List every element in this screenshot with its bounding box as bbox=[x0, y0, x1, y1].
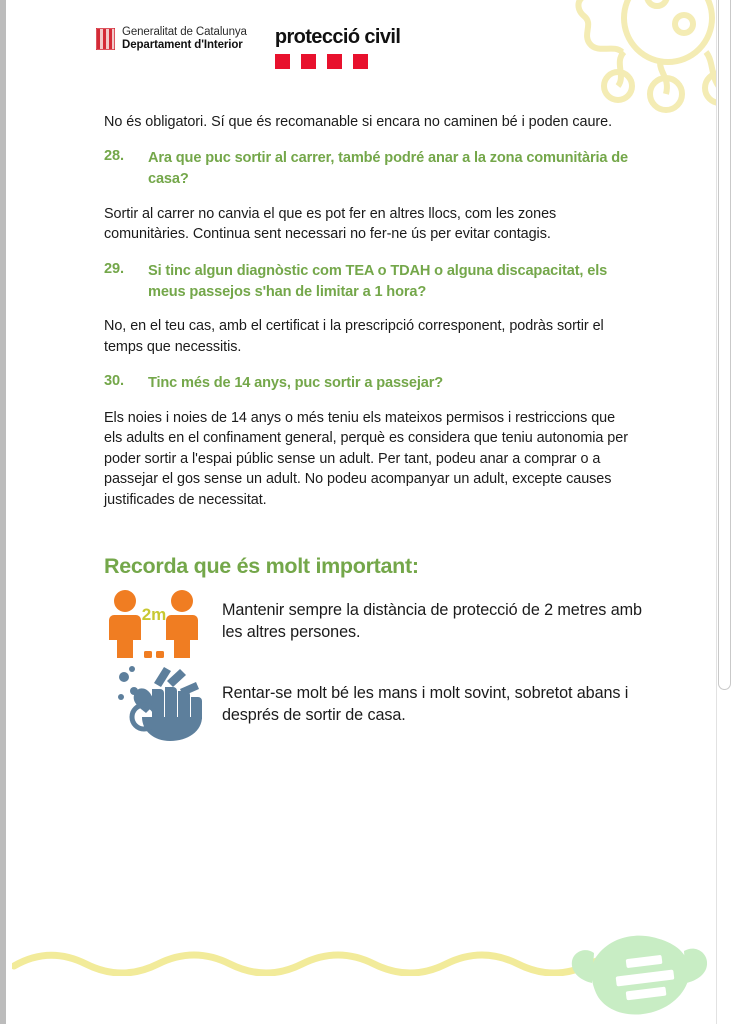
generalitat-wordmark bbox=[122, 26, 247, 52]
faq-answer-28: Sortir al carrer no canvia el que es pot fer en altres llocs, com les zones comunitàries. Continua sent necessari no fer-ne ús per evitar contagis. bbox=[104, 205, 557, 243]
tip-distance-text: Mantenir sempre la distància de protecció de 2 metres amb les altres persones. bbox=[222, 601, 642, 642]
faq-number: 28. bbox=[104, 148, 124, 165]
red-square-4 bbox=[353, 54, 368, 69]
face-mask-icon bbox=[564, 927, 714, 1022]
faq-question-29 bbox=[104, 261, 634, 302]
generalitat-line-2: Departament d'Interior bbox=[122, 39, 243, 52]
red-square-1 bbox=[275, 54, 290, 69]
tips-text-column bbox=[222, 585, 644, 747]
faq-answer-30: Els noies i noies de 14 anys o més teniu els mateixos permisos i restriccions que els adults en el confinament general, perquè es considera que teniu autonomia per poder sortir a l'espai públic sense un adult. Per tant, podeu anar a comprar o a passejar el gos sense un adult. No podeu acompanyar un adult, excepte causes justificades de necessitat. bbox=[104, 409, 628, 508]
faq-question-text: Ara que puc sortir al carrer, també podré anar a la zona comunitària de casa? bbox=[148, 150, 629, 188]
proteccio-civil-squares bbox=[275, 54, 401, 69]
document-content bbox=[104, 112, 634, 579]
wavy-line-icon bbox=[12, 950, 672, 976]
faq-question-text: Tinc més de 14 anys, puc sortir a passejar? bbox=[148, 375, 444, 392]
tip-handwashing-text: Rentar-se molt bé les mans i molt sovint, sobretot abans i després de sortir de casa. bbox=[222, 683, 629, 725]
proteccio-civil-wordmark: protecció civil bbox=[274, 26, 401, 48]
faq-number: 30. bbox=[104, 373, 124, 390]
logo-bar bbox=[96, 26, 400, 69]
red-square-2 bbox=[301, 54, 316, 69]
tips-icon-column bbox=[104, 585, 212, 747]
vertical-scrollbar-thumb[interactable] bbox=[718, 0, 731, 690]
left-edge-band bbox=[0, 0, 6, 1024]
social-distance-2m-icon bbox=[104, 585, 204, 661]
faq-answer-29: No, en el teu cas, amb el certificat i la prescripció corresponent, podràs sortir el temps que necessitis. bbox=[104, 318, 604, 355]
virus-outline-icon bbox=[560, 0, 732, 125]
faq-question-text: Si tinc algun diagnòstic com TEA o TDAH o alguna discapacitat, els meus passejos s'han de limitar a 1 hora? bbox=[148, 262, 608, 300]
catalonia-shield-icon bbox=[96, 28, 115, 50]
faq-number: 29. bbox=[104, 260, 124, 277]
vertical-scrollbar-track[interactable] bbox=[716, 0, 732, 1024]
faq-question-30 bbox=[104, 373, 634, 394]
red-square-3 bbox=[327, 54, 342, 69]
proteccio-civil-logo bbox=[275, 26, 401, 69]
faq-question-28 bbox=[104, 148, 634, 189]
generalitat-logo bbox=[96, 26, 247, 52]
intro-paragraph: No és obligatori. Sí que és recomanable si encara no caminen bé i poden caure. bbox=[104, 114, 613, 130]
handwashing-icon bbox=[112, 655, 212, 747]
tip-spacer bbox=[222, 644, 644, 682]
distance-badge-label: 2m bbox=[141, 605, 167, 624]
reminder-title: Recorda que és molt important: bbox=[104, 554, 419, 579]
generalitat-line-1: Generalitat de Catalunya bbox=[122, 26, 247, 38]
reminder-tips bbox=[104, 585, 644, 747]
